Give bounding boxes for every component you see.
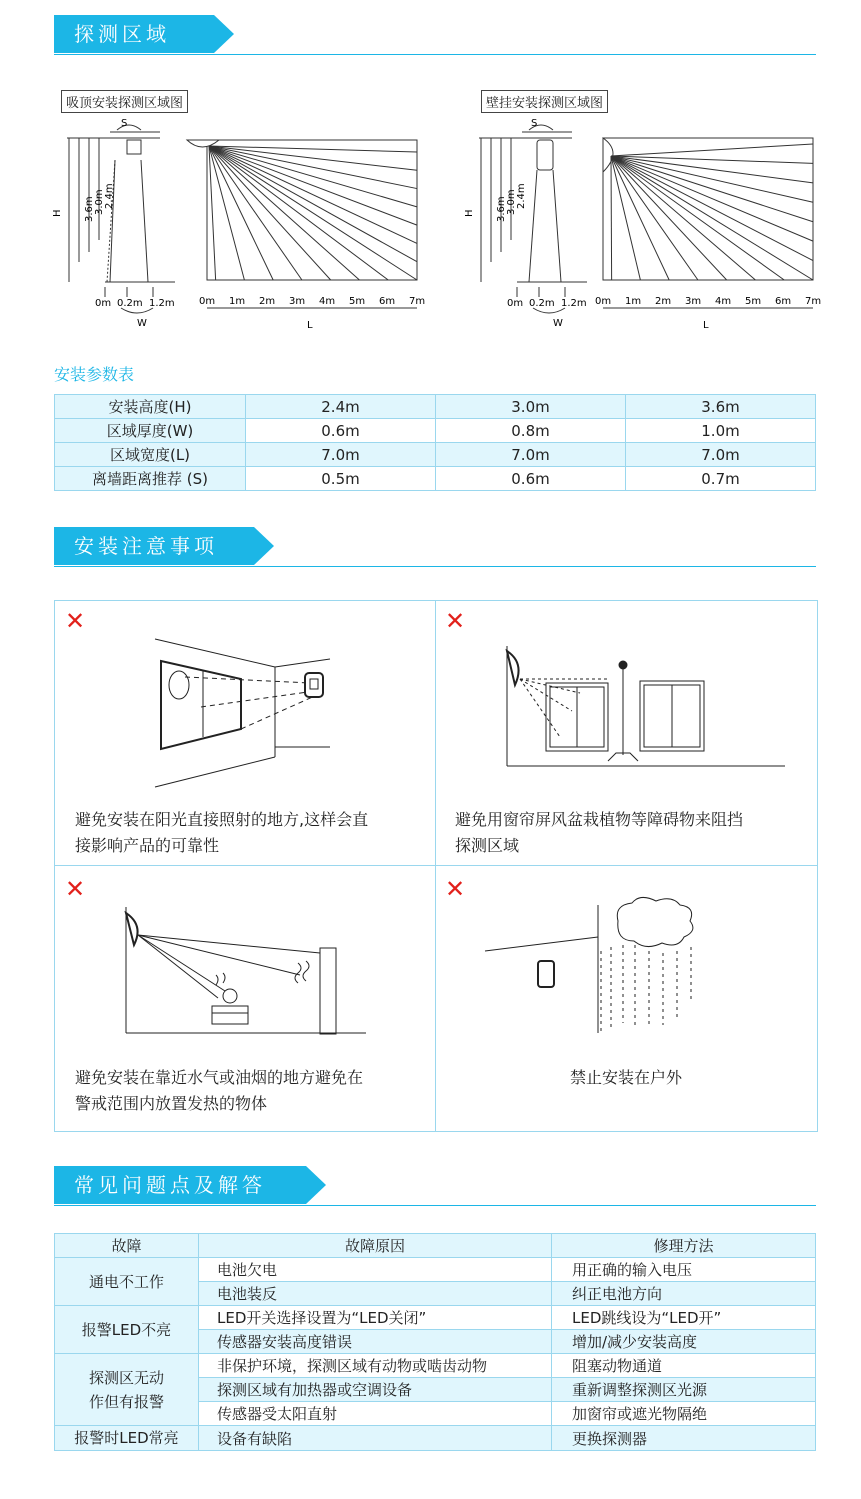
faq-header-fault: 故障 [55,1234,199,1258]
l-tick-label: 2m [259,296,276,307]
cross-icon: ✕ [445,607,466,635]
cause-cell: 电池装反 [199,1282,552,1306]
wall-diagram-caption: 壁挂安装探测区域图 [481,90,608,113]
divider [55,865,817,866]
section-header-faq [54,1166,816,1208]
params-row [55,467,816,491]
cross-icon: ✕ [65,875,86,903]
detection-ray [209,146,388,280]
label-h: H [52,209,63,217]
faq-table [54,1233,816,1451]
wall-side-diagram [464,112,597,332]
label-s-wall: S [531,118,538,129]
note-line: 避免用窗帘屏风盆栽植物等障碍物来阻挡 [455,810,744,829]
obstacle-illustration [500,641,790,771]
l-tick-label: 4m [715,296,732,307]
param-value: 0.6m [246,419,436,443]
note-line: 接影响产品的可靠性 [75,836,220,855]
label-h-wall: H [464,209,475,217]
detection-ray [209,146,302,280]
ceiling-diagram-caption: 吸顶安装探测区域图 [61,90,188,113]
fix-cell: 增加/减少安装高度 [552,1330,816,1354]
param-value: 0.6m [436,467,626,491]
param-value: 0.7m [626,467,816,491]
param-label: 安装高度(H) [55,395,246,419]
cause-cell: 探测区域有加热器或空调设备 [199,1378,552,1402]
cause-cell: 传感器受太阳直射 [199,1402,552,1426]
params-row [55,443,816,467]
ceiling-side-diagram [52,112,185,332]
l-tick-label: 1m [229,296,246,307]
l-tick-label: 2m [655,296,672,307]
param-label: 离墙距离推荐 (S) [55,467,246,491]
l-tick-label: 3m [289,296,306,307]
detection-ray [611,156,813,280]
note-line: 警戒范围内放置发热的物体 [75,1094,268,1113]
fix-cell: LED跳线设为“LED开” [552,1306,816,1330]
section-header-detection [54,15,816,57]
cross-icon: ✕ [65,607,86,635]
l-tick-label: 6m [775,296,792,307]
section-title-faq: 常见问题点及解答 [54,1166,306,1204]
label-w-wall: W [553,318,563,329]
note-text-3 [75,1065,425,1117]
fault-cell [55,1354,199,1426]
param-value: 0.5m [246,467,436,491]
label-w0-wall: 0m [507,298,524,309]
cause-cell: 非保护环境，探测区域有动物或啮齿动物 [199,1354,552,1378]
label-l-wall: L [703,320,709,331]
detection-ray [611,156,669,280]
heat-illustration [120,903,380,1038]
sunlight-illustration [145,637,345,792]
wall-fan-diagram [595,128,820,333]
param-value: 3.6m [626,395,816,419]
label-w12: 1.2m [149,298,175,309]
l-tick-label: 7m [805,296,822,307]
params-row [55,395,816,419]
note-line: 探测区域 [455,836,520,855]
fault-line: 作但有报警 [88,1392,164,1411]
fault-cell: 报警时LED常亮 [55,1426,199,1451]
label-w02-wall: 0.2m [529,298,555,309]
note-text-4: 禁止安装在户外 [569,1068,682,1087]
detection-ray [209,146,417,243]
param-value: 1.0m [626,419,816,443]
cause-cell: 电池欠电 [199,1258,552,1282]
param-value: 2.4m [246,395,436,419]
cross-icon: ✕ [445,875,466,903]
fix-cell: 阻塞动物通道 [552,1354,816,1378]
params-row [55,419,816,443]
detection-ray [611,156,755,280]
outdoor-illustration [483,901,723,1039]
l-tick-label: 1m [625,296,642,307]
section-header-notes [54,527,816,569]
section-rule [54,54,816,55]
l-tick-label: 5m [349,296,366,307]
param-label: 区域厚度(W) [55,419,246,443]
ceiling-fan-diagram [185,128,425,333]
label-30-wall: 3.0m [506,189,517,215]
cause-cell: 传感器安装高度错误 [199,1330,552,1354]
section-title-notes: 安装注意事项 [54,527,254,565]
section-title-detection: 探测区域 [54,15,214,53]
detection-ray [209,146,417,152]
l-tick-label: 5m [745,296,762,307]
fault-cell: 报警LED不亮 [55,1306,199,1354]
label-w12-wall: 1.2m [561,298,587,309]
label-w: W [137,318,147,329]
fix-cell: 加窗帘或遮光物隔绝 [552,1402,816,1426]
note-text-2 [455,807,805,859]
note-line: 避免安装在阳光直接照射的地方,这样会直 [75,810,369,829]
notes-grid [54,600,818,1132]
param-label: 区域宽度(L) [55,443,246,467]
l-tick-label: 7m [409,296,426,307]
l-tick-label: 0m [595,296,612,307]
detection-ray [611,156,612,280]
detection-ray [611,156,813,261]
label-w0: 0m [95,298,112,309]
l-tick-label: 3m [685,296,702,307]
l-tick-label: 4m [319,296,336,307]
cause-cell: LED开关选择设置为“LED关闭” [199,1306,552,1330]
section-rule [54,1205,816,1206]
fix-cell: 更换探测器 [552,1426,816,1451]
divider [435,601,436,1131]
param-value: 0.8m [436,419,626,443]
l-tick-label: 0m [199,296,216,307]
params-title: 安装参数表 [54,365,135,384]
section-rule [54,566,816,567]
detection-ray [209,146,359,280]
label-30: 3.0m [94,189,105,215]
detection-ray [209,146,417,189]
detection-ray [611,156,640,280]
note-text-1 [75,807,425,859]
l-tick-label: 6m [379,296,396,307]
detection-ray [611,144,813,156]
params-table [54,394,816,491]
param-value: 3.0m [436,395,626,419]
label-36-wall: 3.6m [496,196,507,222]
label-24-wall: 2.4m [516,183,527,209]
cause-cell: 设备有缺陷 [199,1426,552,1451]
label-24: 2.4m [104,183,115,209]
fix-cell: 纠正电池方向 [552,1282,816,1306]
label-w02: 0.2m [117,298,143,309]
note-line: 避免安装在靠近水气或油烟的地方避免在 [75,1068,364,1087]
param-value: 7.0m [246,443,436,467]
fault-cell: 通电不工作 [55,1258,199,1306]
detection-ray [209,146,417,262]
faq-header-cause: 故障原因 [199,1234,552,1258]
faq-header-fix: 修理方法 [552,1234,816,1258]
fix-cell: 用正确的输入电压 [552,1258,816,1282]
fix-cell: 重新调整探测区光源 [552,1378,816,1402]
param-value: 7.0m [626,443,816,467]
fault-line: 探测区无动 [88,1368,164,1387]
label-36: 3.6m [84,196,95,222]
param-value: 7.0m [436,443,626,467]
detection-ray [209,146,417,207]
label-s: S [121,118,128,129]
label-l: L [307,320,313,331]
